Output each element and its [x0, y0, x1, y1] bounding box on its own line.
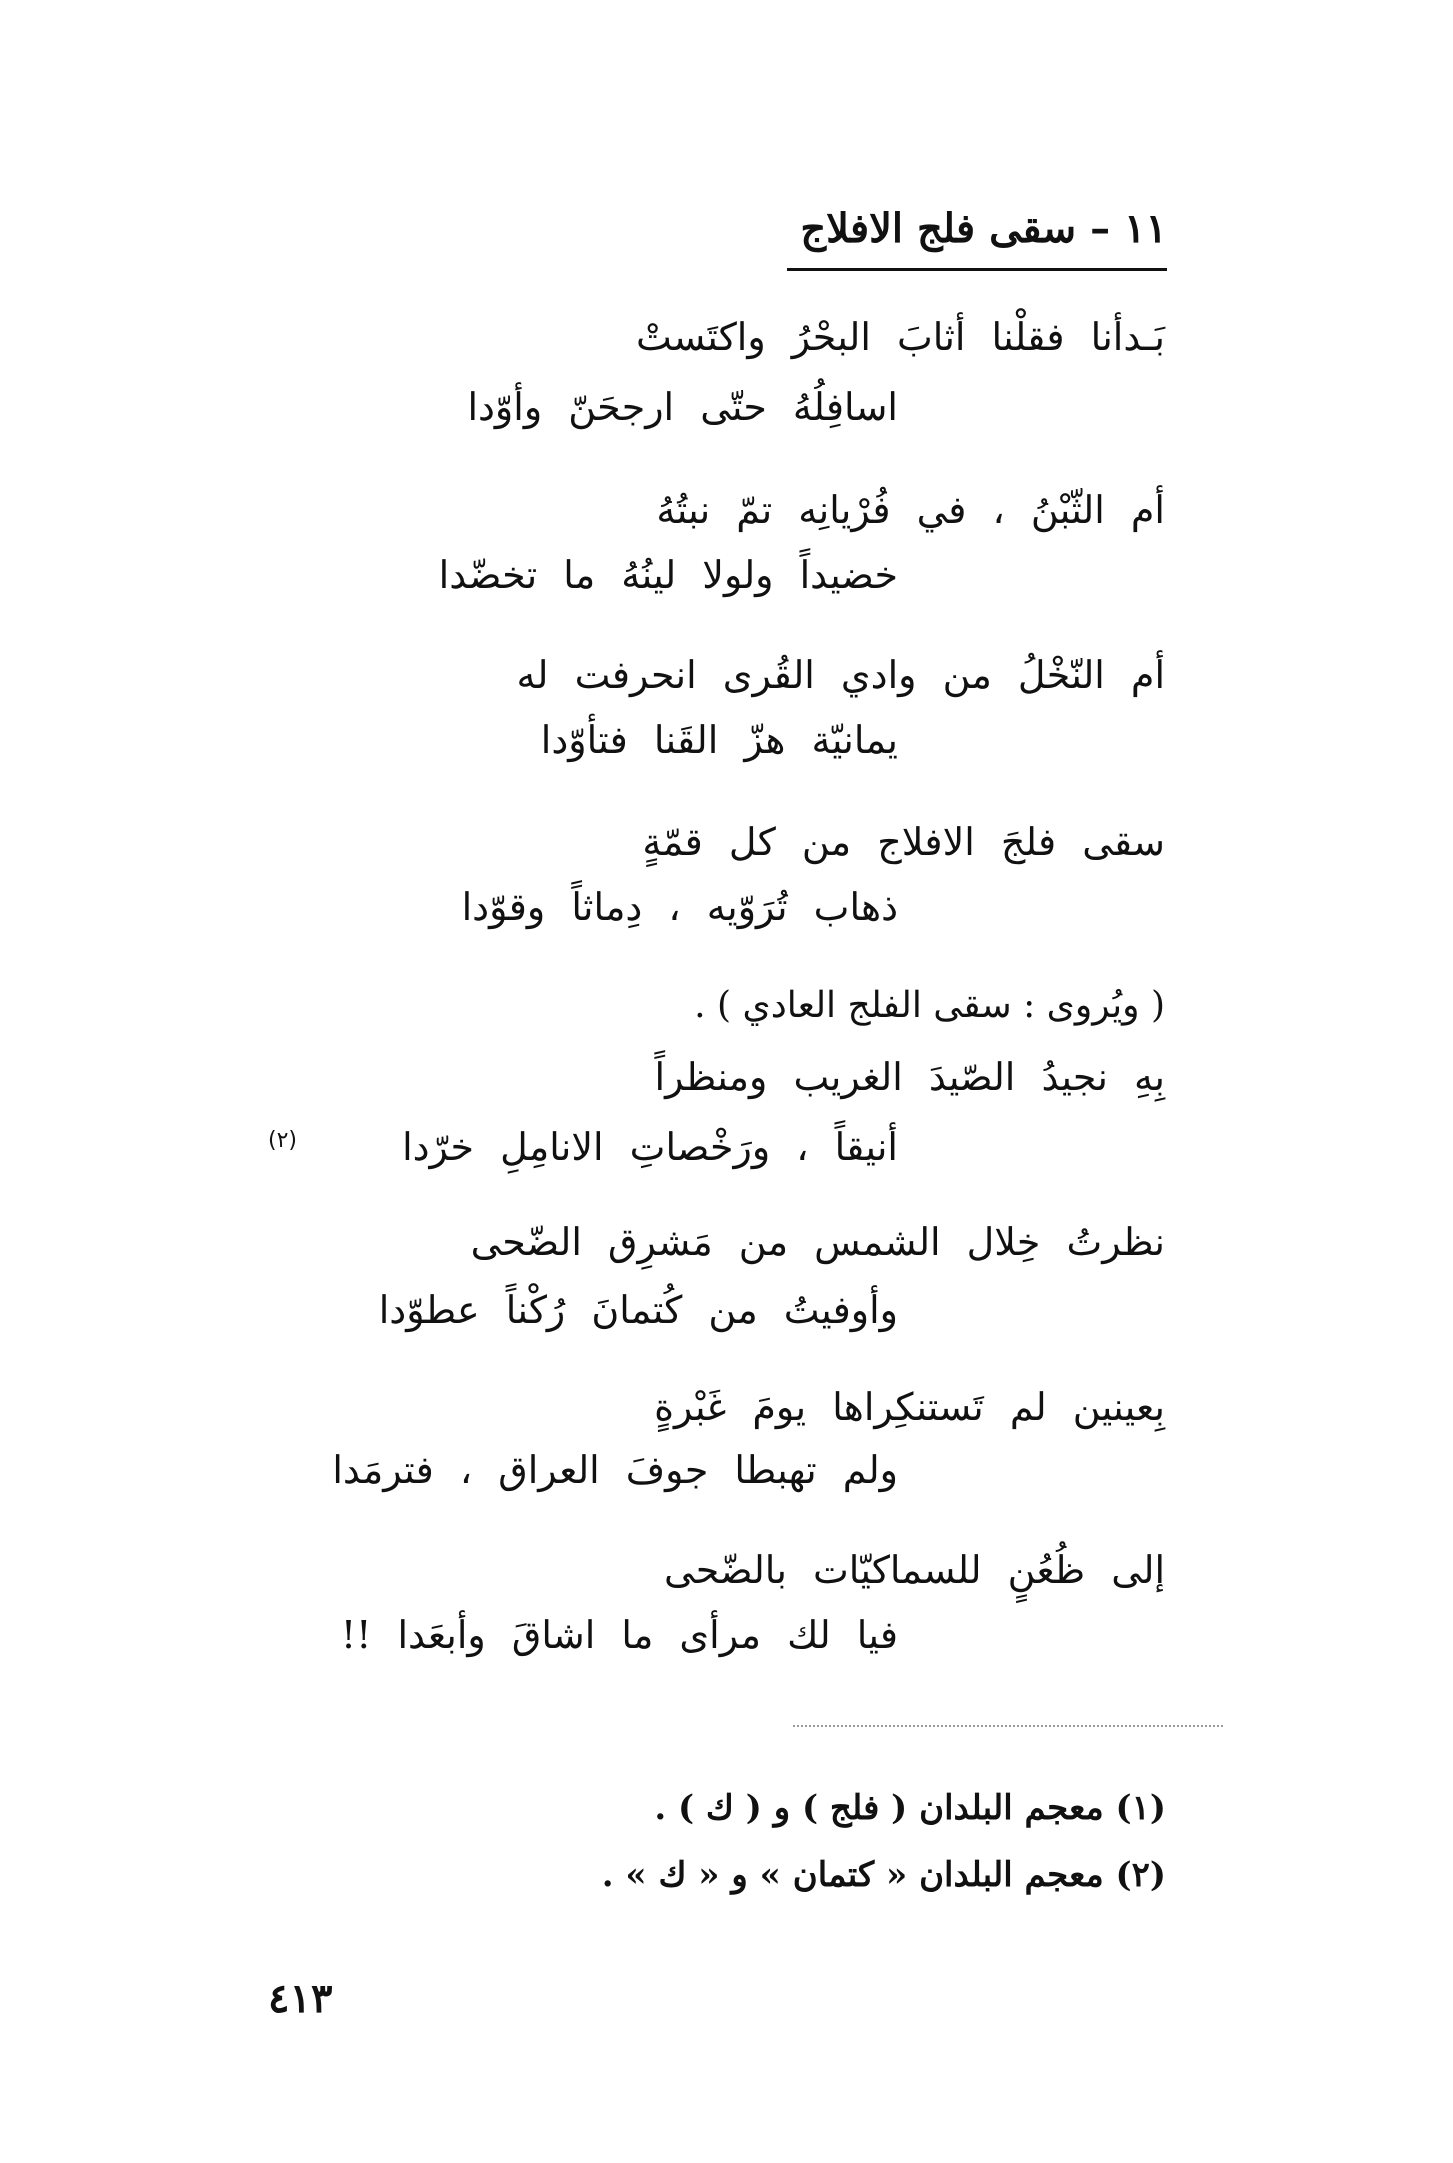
- verse-2-second-hemistich: خضيداً ولولا لينُهُ ما تخضّدا: [438, 553, 898, 597]
- verse-4-second-hemistich: ذهاب تُرَوّيه ، دِماثاً وقوّدا: [461, 885, 898, 929]
- verse-7-second-hemistich: ولم تهبطا جوفَ العراق ، فترمَدا: [332, 1448, 898, 1492]
- verse-8-second-hemistich: فيا لك مرأى ما اشاقَ وأبعَدا !!: [340, 1613, 898, 1657]
- verse-8-first-hemistich: إلى ظُعُنٍ للسماكيّات بالضّحى: [664, 1548, 1165, 1592]
- verse-1-second-hemistich: اسافِلُهُ حتّى ارجحَنّ وأوّدا: [467, 385, 898, 429]
- footnote-1: (١) معجم البلدان ( فلج ) و ( ك ) .: [654, 1788, 1166, 1828]
- footnote-2: (٢) معجم البلدان « كتمان » و « ك » .: [601, 1855, 1166, 1895]
- page-number: ٤١٣: [268, 1975, 333, 2022]
- verse-6-first-hemistich: نظرتُ خِلال الشمس من مَشرِق الضّحى: [470, 1220, 1165, 1264]
- verse-2-first-hemistich: أم الثّبْنُ ، في فُرْيانِه تمّ نبتُهُ: [656, 488, 1165, 532]
- verse-4-first-hemistich: سقى فلجَ الافلاج من كل قمّةٍ: [642, 820, 1165, 864]
- section-title: ١١ – سقى فلج الافلاج: [800, 205, 1167, 252]
- verse-3-first-hemistich: أم النّخْلُ من وادي القُرى انحرفت له: [516, 653, 1165, 697]
- verse-1-first-hemistich: بَـدأنا فقلْنا أثابَ البحْرُ واكتَستْ: [636, 315, 1165, 359]
- title-underline: [787, 268, 1167, 271]
- footnote-ref-2: (٢): [268, 1128, 298, 1153]
- variant-reading-note: ( ويُروى : سقى الفلج العادي ) .: [694, 985, 1165, 1026]
- verse-5-first-hemistich: بِهِ نجيدُ الصّيدَ الغريب ومنظراً: [654, 1055, 1165, 1099]
- verse-3-second-hemistich: يمانيّة هزّ القَنا فتأوّدا: [540, 718, 898, 762]
- footnote-separator: [793, 1725, 1223, 1727]
- verse-7-first-hemistich: بِعينين لم تَستنكِراها يومَ غَبْرةٍ: [654, 1385, 1165, 1429]
- verse-5-second-hemistich: أنيقاً ، ورَخْصاتِ الانامِلِ خرّدا: [402, 1125, 898, 1169]
- verse-6-second-hemistich: وأوفيتُ من كُتمانَ رُكْناً عطوّدا: [378, 1288, 898, 1332]
